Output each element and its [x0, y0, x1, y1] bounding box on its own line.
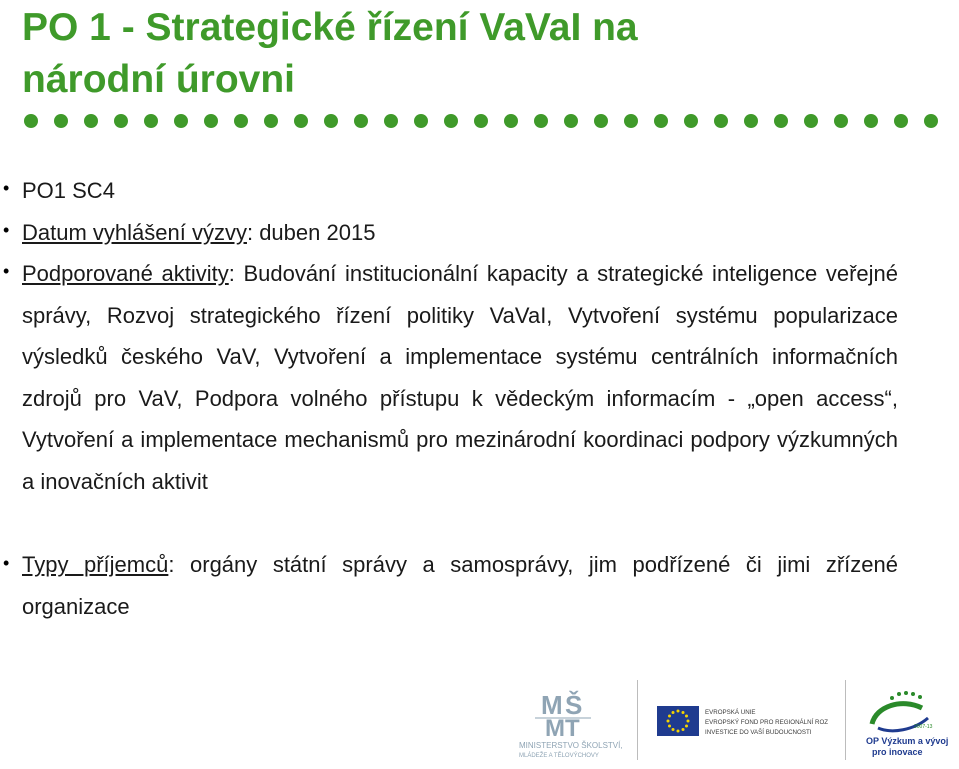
- op-vavpi-logo: [862, 684, 956, 762]
- divider-dot: [894, 114, 908, 128]
- divider-dot: [654, 114, 668, 128]
- eu-flag-icon: [653, 700, 828, 744]
- divider-dot: [414, 114, 428, 128]
- svg-text:Š: Š: [565, 690, 583, 720]
- divider-dot: [324, 114, 338, 128]
- bullet-marker: •: [3, 178, 10, 198]
- divider-dot: [684, 114, 698, 128]
- divider-dot: [564, 114, 578, 128]
- bullet-marker: •: [3, 553, 10, 573]
- msmt-text-2: MLÁDEŽE A TĚLOVÝCHOVY: [519, 753, 599, 759]
- bullet-label-link[interactable]: Podporované aktivity: [22, 261, 229, 286]
- bullet-item-po1sc4: [22, 170, 898, 212]
- logo-separator: [637, 680, 638, 760]
- bullet-item-aktivity: [22, 253, 898, 502]
- divider-dot: [504, 114, 518, 128]
- divider-dot: [84, 114, 98, 128]
- msmt-logo: [515, 684, 625, 764]
- title-line-2: národní úrovni: [22, 58, 295, 101]
- divider-dot: [144, 114, 158, 128]
- svg-text:M: M: [541, 690, 563, 720]
- slide-title: [22, 2, 952, 106]
- bullet-marker: •: [3, 220, 10, 240]
- logo-separator: [845, 680, 846, 760]
- bullet-label-link[interactable]: Typy příjemců: [22, 552, 169, 577]
- divider-dot: [834, 114, 848, 128]
- bullet-text: PO1 SC4: [22, 178, 115, 203]
- svg-text:MT: MT: [545, 715, 580, 742]
- divider-dot: [204, 114, 218, 128]
- bullet-text: : duben 2015: [246, 220, 376, 245]
- divider-dot: [444, 114, 458, 128]
- divider-dot: [744, 114, 758, 128]
- divider-dot: [54, 114, 68, 128]
- divider-dot: [294, 114, 308, 128]
- footer-logos: [0, 672, 959, 768]
- eu-text-2: EVROPSKÝ FOND PRO REGIONÁLNÍ ROZVOJ: [705, 719, 828, 726]
- divider-dot: [594, 114, 608, 128]
- msmt-text-1: MINISTERSTVO ŠKOLSTVÍ,: [519, 741, 623, 750]
- eu-text-3: INVESTICE DO VAŠÍ BUDOUCNOSTI: [705, 729, 812, 736]
- divider-dot: [534, 114, 548, 128]
- divider-dot: [264, 114, 278, 128]
- divider-dot: [174, 114, 188, 128]
- divider-dot: [114, 114, 128, 128]
- divider-dot: [804, 114, 818, 128]
- bullet-item-prijemci: [22, 544, 898, 627]
- divider-dot: [864, 114, 878, 128]
- op-swirl-icon: [862, 684, 956, 762]
- msmt-emblem-icon: [515, 684, 625, 764]
- divider-dot: [714, 114, 728, 128]
- divider-dot: [354, 114, 368, 128]
- dotted-divider: [24, 114, 959, 130]
- op-text-1: OP Výzkum a vývoj: [866, 736, 949, 746]
- divider-dot: [234, 114, 248, 128]
- op-badge: 2007-13: [914, 724, 933, 730]
- title-line-1: PO 1 - Strategické řízení VaVaI na: [22, 6, 638, 49]
- op-text-2: pro inovace: [872, 747, 923, 757]
- bullet-text: : Budování institucionální kapacity a strategické inteligence veřejné správy, Rozvoj strategického řízení politiky VaVaI, Vytvoření systému popularizace výsledků českého VaV, Vytvoření a implementace systému centrálních informačních zdrojů pro VaV, Podpora volného přístupu k vědeckým informacím - „open access“, Vytvoření a implementace mechanismů pro mezinárodní koordinaci podpory výzkumných a inovačních aktivit: [22, 261, 899, 494]
- bullet-label-link[interactable]: Datum vyhlášení výzvy: [22, 220, 247, 245]
- divider-dot: [924, 114, 938, 128]
- divider-dot: [474, 114, 488, 128]
- divider-dot: [24, 114, 38, 128]
- eu-logo: [653, 700, 828, 744]
- divider-dot: [624, 114, 638, 128]
- bullet-marker: •: [3, 261, 10, 281]
- bullet-item-datum: [22, 212, 898, 254]
- divider-dot: [384, 114, 398, 128]
- bullet-text: : orgány státní správy a samosprávy, jim podřízené či jimi zřízené organizace: [22, 552, 898, 619]
- divider-dot: [774, 114, 788, 128]
- eu-text-1: EVROPSKÁ UNIE: [705, 709, 756, 716]
